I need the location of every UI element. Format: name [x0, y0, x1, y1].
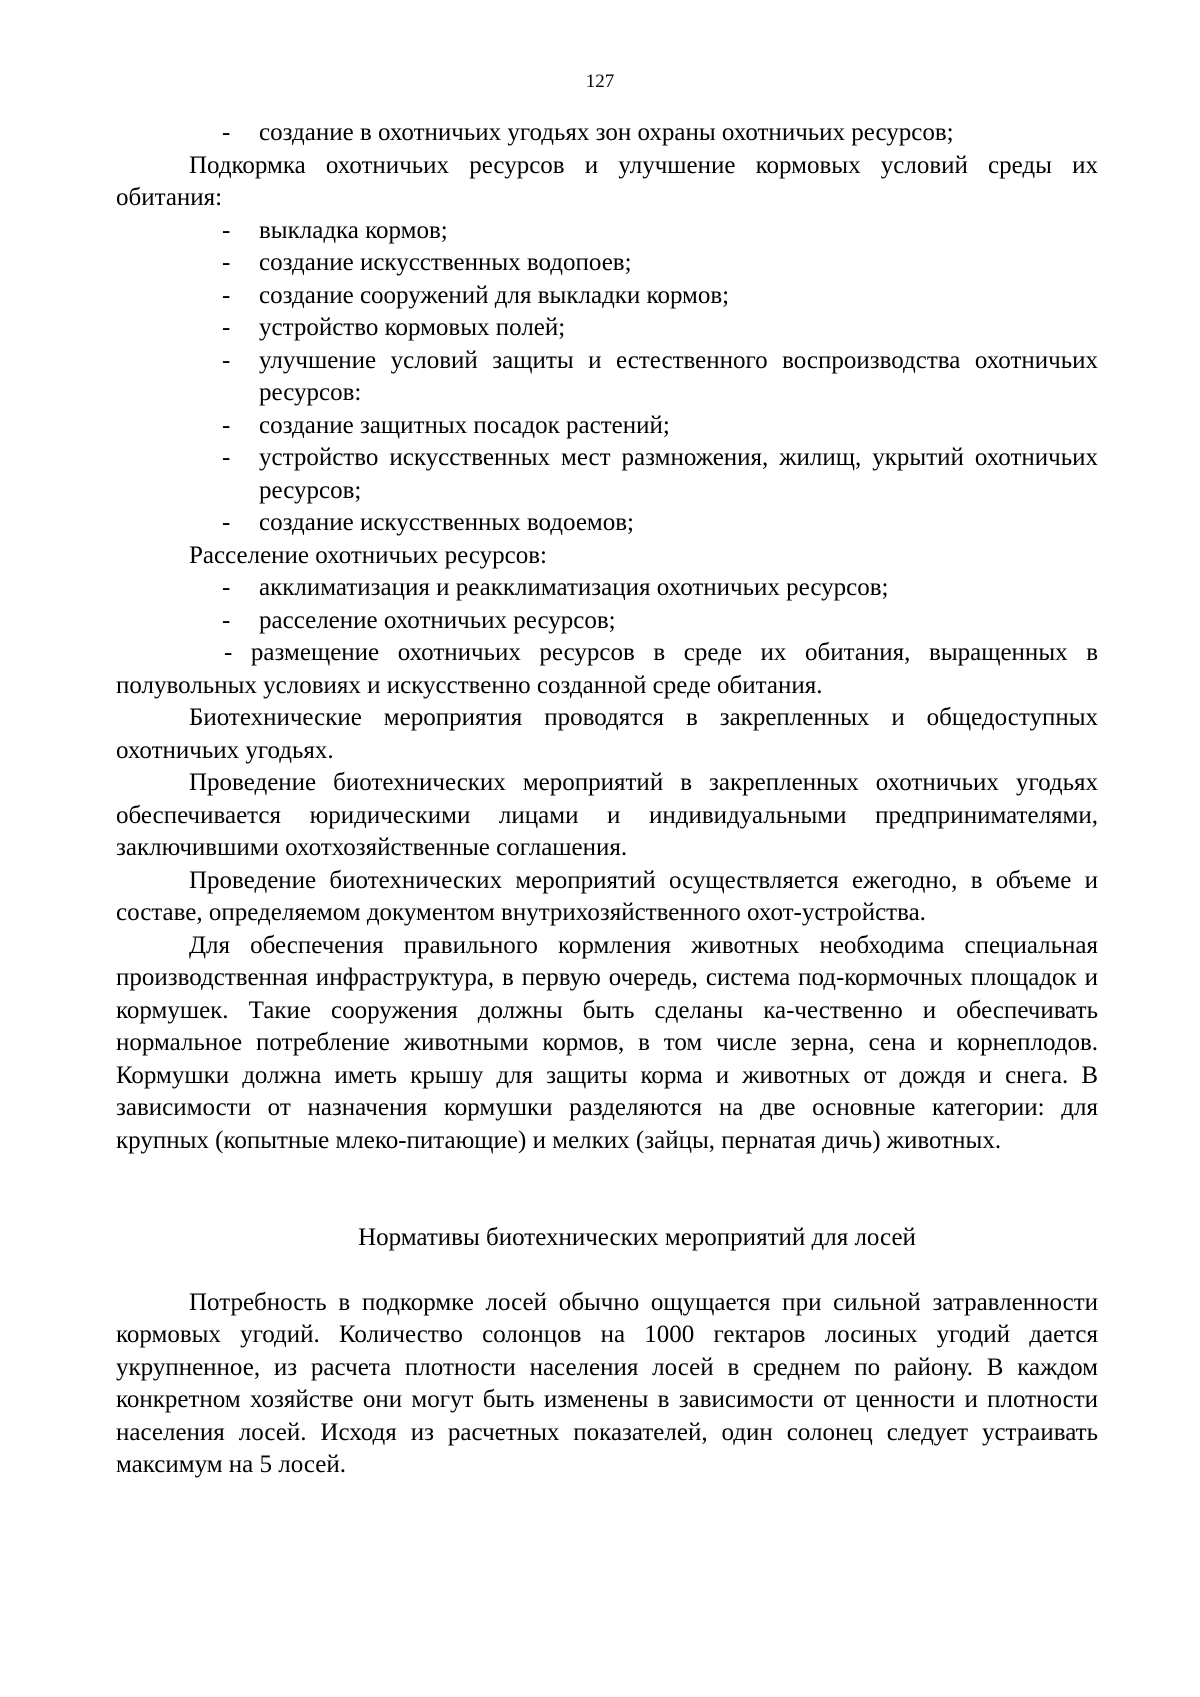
section-spacer — [116, 1255, 1098, 1287]
section-spacer — [116, 1157, 1098, 1222]
page-content — [116, 117, 1098, 1482]
paragraph: Подкормка охотничьих ресурсов и улучшение кормовых условий среды их обитания: — [116, 151, 1098, 211]
list-item: - устройство кормовых полей; — [116, 312, 1098, 345]
page-number: 127 — [585, 71, 615, 92]
paragraph: Потребность в подкормке лосей обычно ощущается при сильной затравленности кормовых угодий. Количество солонцов на 1000 гектаров лосиных угодий дается укрупненное, из расчета плотности населения лосей в среднем по району. В каждом конкретном хозяйстве они могут быть изменены в зависимости от ценности и плотности населения лосей. Исходя из расчетных показателей, один солонец следует устраивать максимум на 5 лосей. — [116, 1288, 1098, 1478]
paragraph: Расселение охотничьих ресурсов: — [189, 541, 547, 569]
section-heading: Нормативы биотехнических мероприятий для лосей — [358, 1224, 916, 1251]
list-item: - создание искусственных водопоев; — [116, 247, 1098, 280]
paragraph: Для обеспечения правильного кормления животных необходима специальная производственная инфраструктура, в первую очередь, система под-кормочных площадок и кормушек. Такие сооружения должны быть сделаны ка-чественно и обеспечивать нормальное потребление животными кормов, в том числе зерна, сена и корнеплодов. Кормушки должна иметь крышу для защиты корма и животных от дождя и снега. В зависимости от назначения кормушки разделяются на две основные категории: для крупных (копытные млеко-питающие) и мелких (зайцы, пернатая дичь) животных. — [116, 931, 1098, 1154]
list-item: - создание в охотничьих угодьях зон охраны охотничьих ресурсов; — [116, 117, 1098, 150]
list-item: - выкладка кормов; — [116, 215, 1098, 248]
list-item: - устройство искусственных мест размножения, жилищ, укрытий охотничьих ресурсов; — [116, 442, 1098, 507]
list-item: - акклиматизация и реакклиматизация охотничьих ресурсов; — [116, 572, 1098, 605]
list-item: - создание сооружений для выкладки кормов; — [116, 280, 1098, 313]
paragraph: Проведение биотехнических мероприятий в закрепленных охотничьих угодьях обеспечивается юридическими лицами и индивидуальными предпринимателями, заключившими охотхозяйственные соглашения. — [116, 769, 1098, 861]
list-item-wrapped: - размещение охотничьих ресурсов в среде их обитания, выращенных в полувольных условиях и искусственно созданной среде обитания. — [116, 639, 1098, 699]
list-item: - создание защитных посадок растений; — [116, 410, 1098, 443]
paragraph: Проведение биотехнических мероприятий осуществляется ежегодно, в объеме и составе, определяемом документом внутрихозяйственного охот-устройства. — [116, 866, 1098, 926]
list-item: - создание искусственных водоемов; — [116, 507, 1098, 540]
paragraph: Биотехнические мероприятия проводятся в закрепленных и общедоступных охотничьих угодьях. — [116, 704, 1098, 764]
list-item: - расселение охотничьих ресурсов; — [116, 605, 1098, 638]
list-item: - улучшение условий защиты и естественного воспроизводства охотничьих ресурсов: — [116, 345, 1098, 410]
